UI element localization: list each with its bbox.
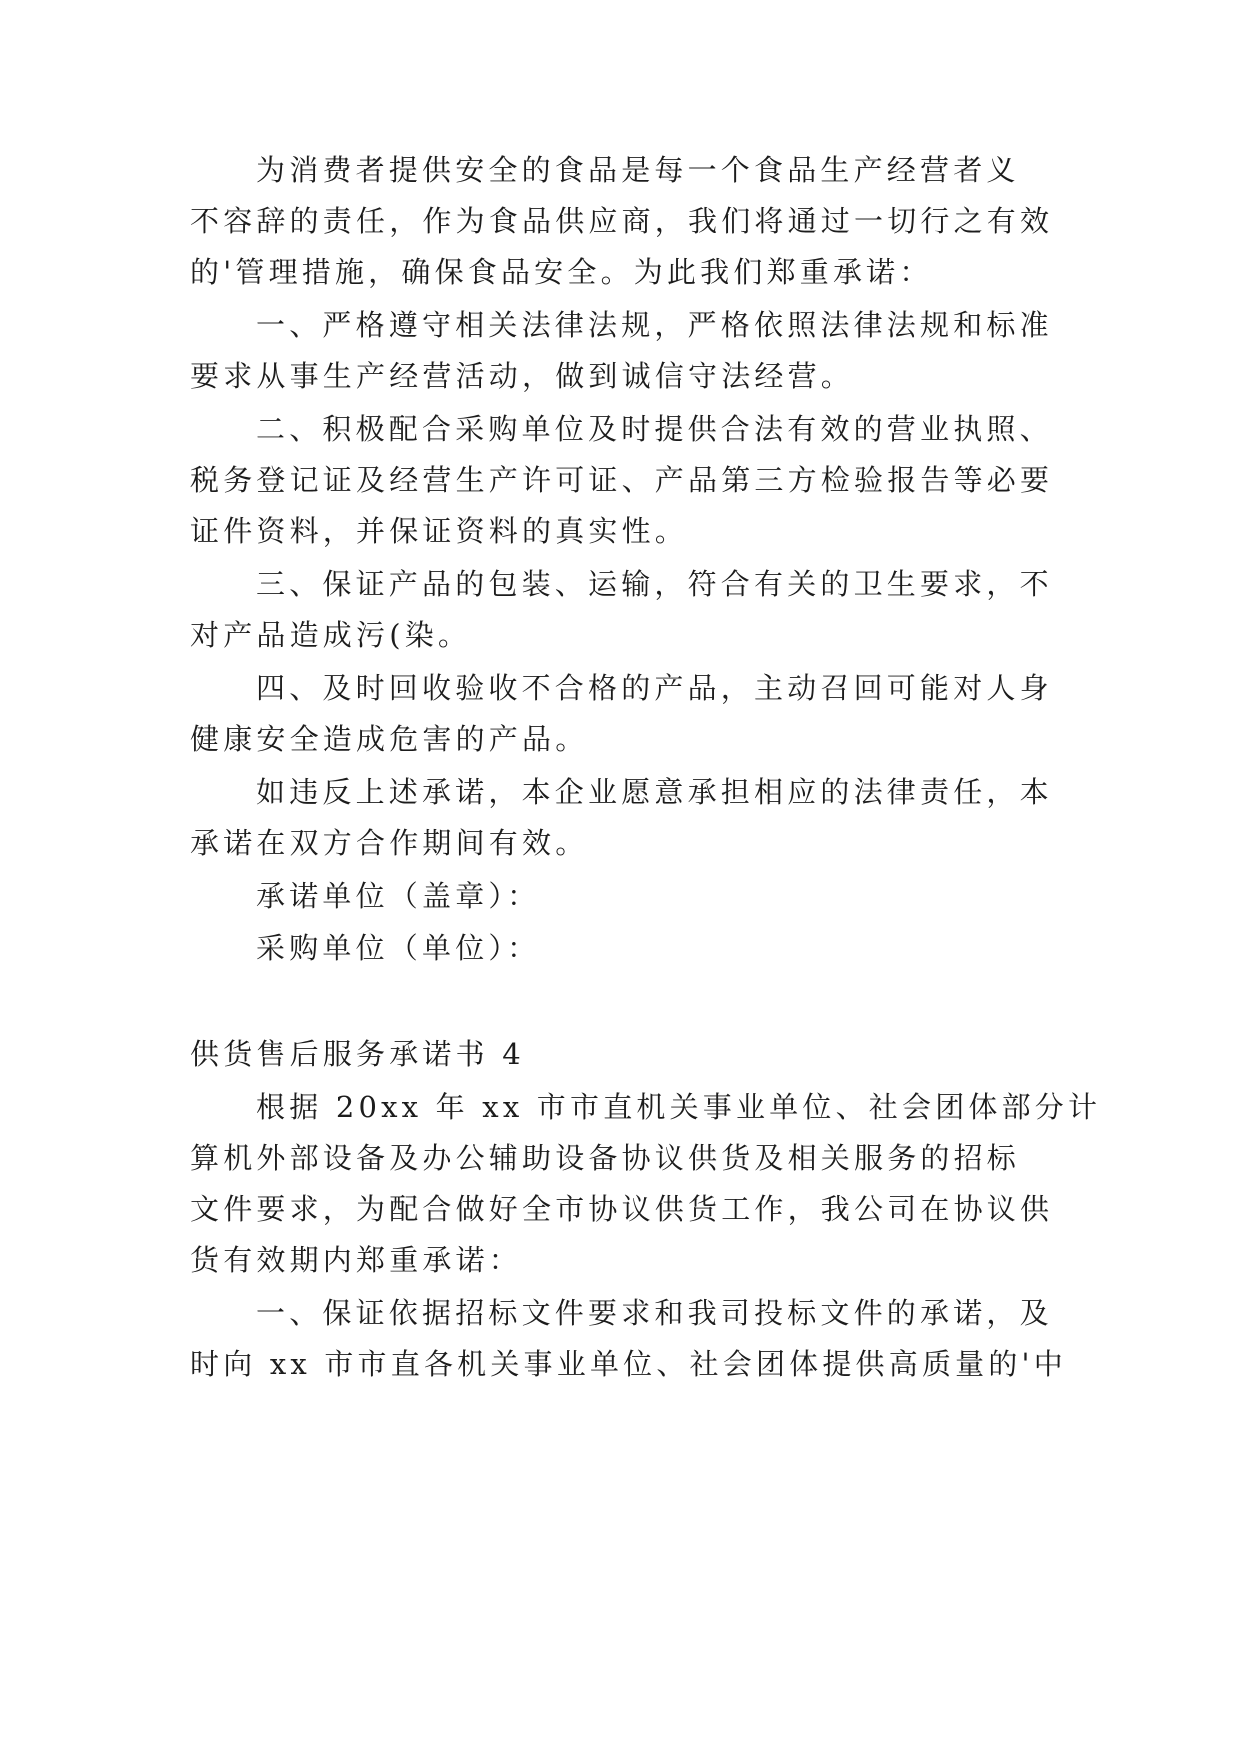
section-intro-paragraph-line: 算机外部设备及办公辅助设备协议供货及相关服务的招标 xyxy=(190,1141,1021,1175)
commitment-item-2-line: 税务登记证及经营生产许可证、产品第三方检验报告等必要 xyxy=(190,463,1054,497)
intro-paragraph-line: 不容辞的责任，作为食品供应商，我们将通过一切行之有效 xyxy=(190,204,1054,238)
commitment-item-4-line: 健康安全造成危害的产品。 xyxy=(190,722,589,756)
promising-unit-signature: 承诺单位（盖章）： xyxy=(256,879,541,913)
intro-paragraph-line: 的'管理措施，确保食品安全。为此我们郑重承诺： xyxy=(190,255,933,289)
commitment-item-3-line: 对产品造成污(染。 xyxy=(190,618,472,652)
section-heading: 供货售后服务承诺书 4 xyxy=(190,1037,525,1071)
intro-paragraph-line: 为消费者提供安全的食品是每一个食品生产经营者义 xyxy=(256,153,1020,187)
purchasing-unit-signature: 采购单位（单位）： xyxy=(256,931,541,965)
commitment-item-2-line: 二、积极配合采购单位及时提供合法有效的营业执照、 xyxy=(256,412,1053,446)
commitment-item-1-line: 要求从事生产经营活动，做到诚信守法经营。 xyxy=(190,359,855,393)
section-intro-paragraph-line: 根据 20xx 年 xx 市市直机关事业单位、社会团体部分计 xyxy=(256,1090,1102,1124)
section-intro-paragraph-line: 货有效期内郑重承诺： xyxy=(190,1243,523,1277)
commitment-item-1-line: 一、严格遵守相关法律法规，严格依照法律法规和标准 xyxy=(256,308,1053,342)
commitment-item-3-line: 三、保证产品的包装、运输，符合有关的卫生要求，不 xyxy=(256,567,1053,601)
liability-paragraph-line: 如违反上述承诺，本企业愿意承担相应的法律责任，本 xyxy=(256,775,1053,809)
commitment-item-2-line: 证件资料，并保证资料的真实性。 xyxy=(190,514,689,548)
section-intro-paragraph-line: 文件要求，为配合做好全市协议供货工作，我公司在协议供 xyxy=(190,1192,1054,1226)
section-item-1-line: 时向 xx 市市直各机关事业单位、社会团体提供高质量的'中 xyxy=(190,1347,1067,1381)
section-item-1-line: 一、保证依据招标文件要求和我司投标文件的承诺，及 xyxy=(256,1296,1053,1330)
liability-paragraph-line: 承诺在双方合作期间有效。 xyxy=(190,826,589,860)
commitment-item-4-line: 四、及时回收验收不合格的产品，主动召回可能对人身 xyxy=(256,671,1053,705)
